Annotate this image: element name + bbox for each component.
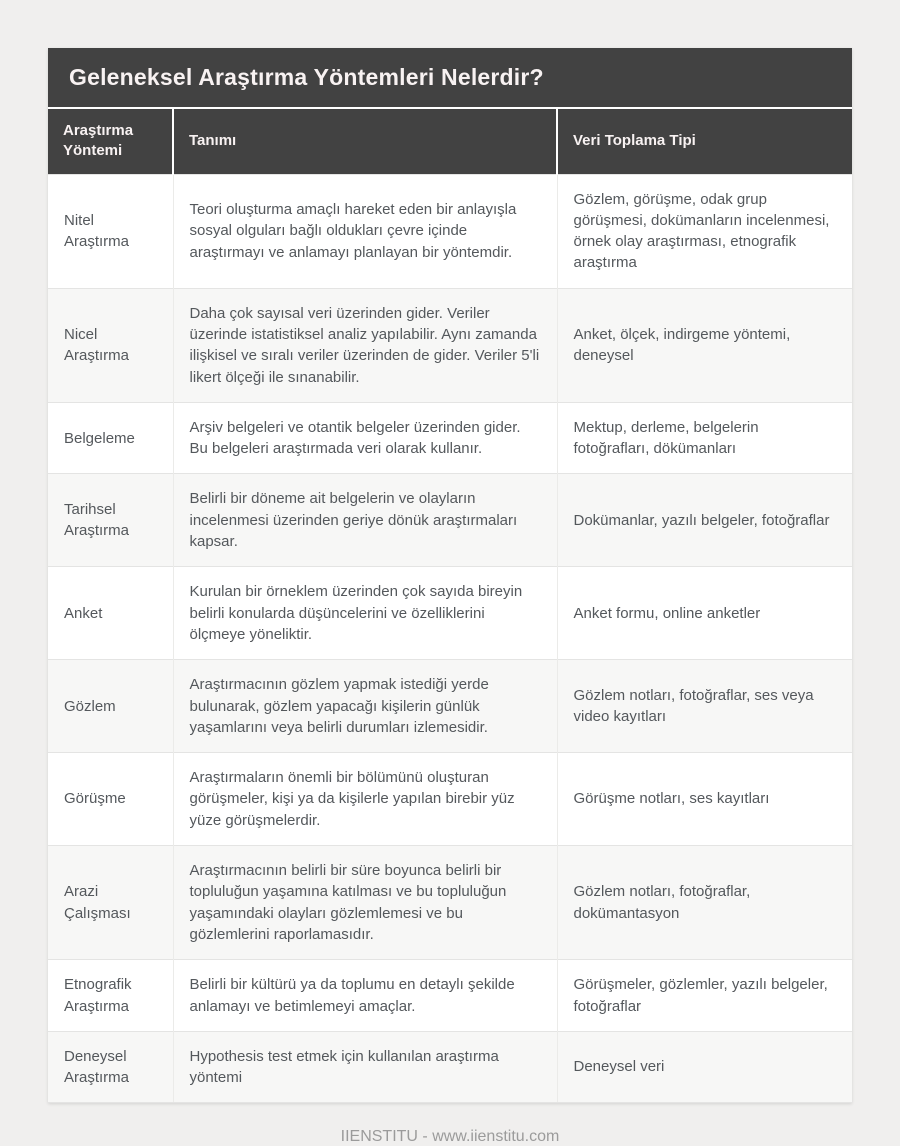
data-collection-cell: Gözlem notları, fotoğraflar, ses veya video kayıtları xyxy=(557,660,852,753)
col-header-method: Araştırma Yöntemi xyxy=(48,108,173,174)
table-row xyxy=(48,402,852,474)
data-collection-cell: Görüşme notları, ses kayıtları xyxy=(557,753,852,846)
col-header-data-collection: Veri Toplama Tipi xyxy=(557,108,852,174)
table-row xyxy=(48,174,852,288)
research-methods-card xyxy=(48,48,852,1103)
data-collection-cell: Görüşmeler, gözlemler, yazılı belgeler, fotoğraflar xyxy=(557,960,852,1032)
method-cell: Tarihsel Araştırma xyxy=(48,474,173,567)
definition-cell: Araştırmacının gözlem yapmak istediği yerde bulunarak, gözlem yapacağı kişilerin günlük yaşamlarını veya belirli durumları izlemesidir. xyxy=(173,660,557,753)
method-cell: Belgeleme xyxy=(48,402,173,474)
definition-cell: Daha çok sayısal veri üzerinden gider. Veriler üzerinde istatistiksel analiz yapılabilir. Aynı zamanda ilişkisel ve sıralı veriler üzerinden de gider. Veriler 5'li likert ölçeği ile sınanabilir. xyxy=(173,288,557,402)
table-row xyxy=(48,1031,852,1103)
method-cell: Anket xyxy=(48,567,173,660)
method-cell: Görüşme xyxy=(48,753,173,846)
data-collection-cell: Anket formu, online anketler xyxy=(557,567,852,660)
table-row xyxy=(48,474,852,567)
method-cell: Deneysel Araştırma xyxy=(48,1031,173,1103)
data-collection-cell: Mektup, derleme, belgelerin fotoğrafları, dökümanları xyxy=(557,402,852,474)
data-collection-cell: Dokümanlar, yazılı belgeler, fotoğraflar xyxy=(557,474,852,567)
page-title: Geleneksel Araştırma Yöntemleri Nelerdir? xyxy=(48,48,852,107)
table-row xyxy=(48,960,852,1032)
col-header-definition: Tanımı xyxy=(173,108,557,174)
definition-cell: Teori oluşturma amaçlı hareket eden bir anlayışla sosyal olguları bağlı oldukları çevre içinde araştırmayı ve anlamayı planlayan bir yöntemdir. xyxy=(173,174,557,288)
header-row xyxy=(48,108,852,174)
research-methods-table xyxy=(48,107,852,1103)
method-cell: Etnografik Araştırma xyxy=(48,960,173,1032)
table-header xyxy=(48,108,852,174)
table-body xyxy=(48,174,852,1103)
definition-cell: Araştırmacının belirli bir süre boyunca belirli bir topluluğun yaşamına katılması ve bu topluluğun yaşamındaki olayları gözlemlemesi ve bu gözlemlerini raporlamasıdır. xyxy=(173,846,557,960)
data-collection-cell: Gözlem notları, fotoğraflar, dokümantasyon xyxy=(557,846,852,960)
method-cell: Gözlem xyxy=(48,660,173,753)
table-row xyxy=(48,567,852,660)
method-cell: Nicel Araştırma xyxy=(48,288,173,402)
table-row xyxy=(48,288,852,402)
table-row xyxy=(48,846,852,960)
definition-cell: Arşiv belgeleri ve otantik belgeler üzerinden gider. Bu belgeleri araştırmada veri olarak kullanır. xyxy=(173,402,557,474)
data-collection-cell: Deneysel veri xyxy=(557,1031,852,1103)
method-cell: Nitel Araştırma xyxy=(48,174,173,288)
method-cell: Arazi Çalışması xyxy=(48,846,173,960)
table-row xyxy=(48,753,852,846)
definition-cell: Kurulan bir örneklem üzerinden çok sayıda bireyin belirli konularda düşüncelerini ve özelliklerini ölçmeye yöneliktir. xyxy=(173,567,557,660)
definition-cell: Belirli bir kültürü ya da toplumu en detaylı şekilde anlamayı ve betimlemeyi amaçlar. xyxy=(173,960,557,1032)
table-row xyxy=(48,660,852,753)
data-collection-cell: Anket, ölçek, indirgeme yöntemi, deneysel xyxy=(557,288,852,402)
data-collection-cell: Gözlem, görüşme, odak grup görüşmesi, dokümanların incelenmesi, örnek olay araştırması, etnografik araştırma xyxy=(557,174,852,288)
definition-cell: Belirli bir döneme ait belgelerin ve olayların incelenmesi üzerinden geriye dönük araştırmaları kapsar. xyxy=(173,474,557,567)
definition-cell: Hypothesis test etmek için kullanılan araştırma yöntemi xyxy=(173,1031,557,1103)
footer-branding: IIENSTITU - www.iienstitu.com xyxy=(340,1128,560,1146)
definition-cell: Araştırmaların önemli bir bölümünü oluşturan görüşmeler, kişi ya da kişilerle yapılan birebir yüz yüze görüşmelerdir. xyxy=(173,753,557,846)
